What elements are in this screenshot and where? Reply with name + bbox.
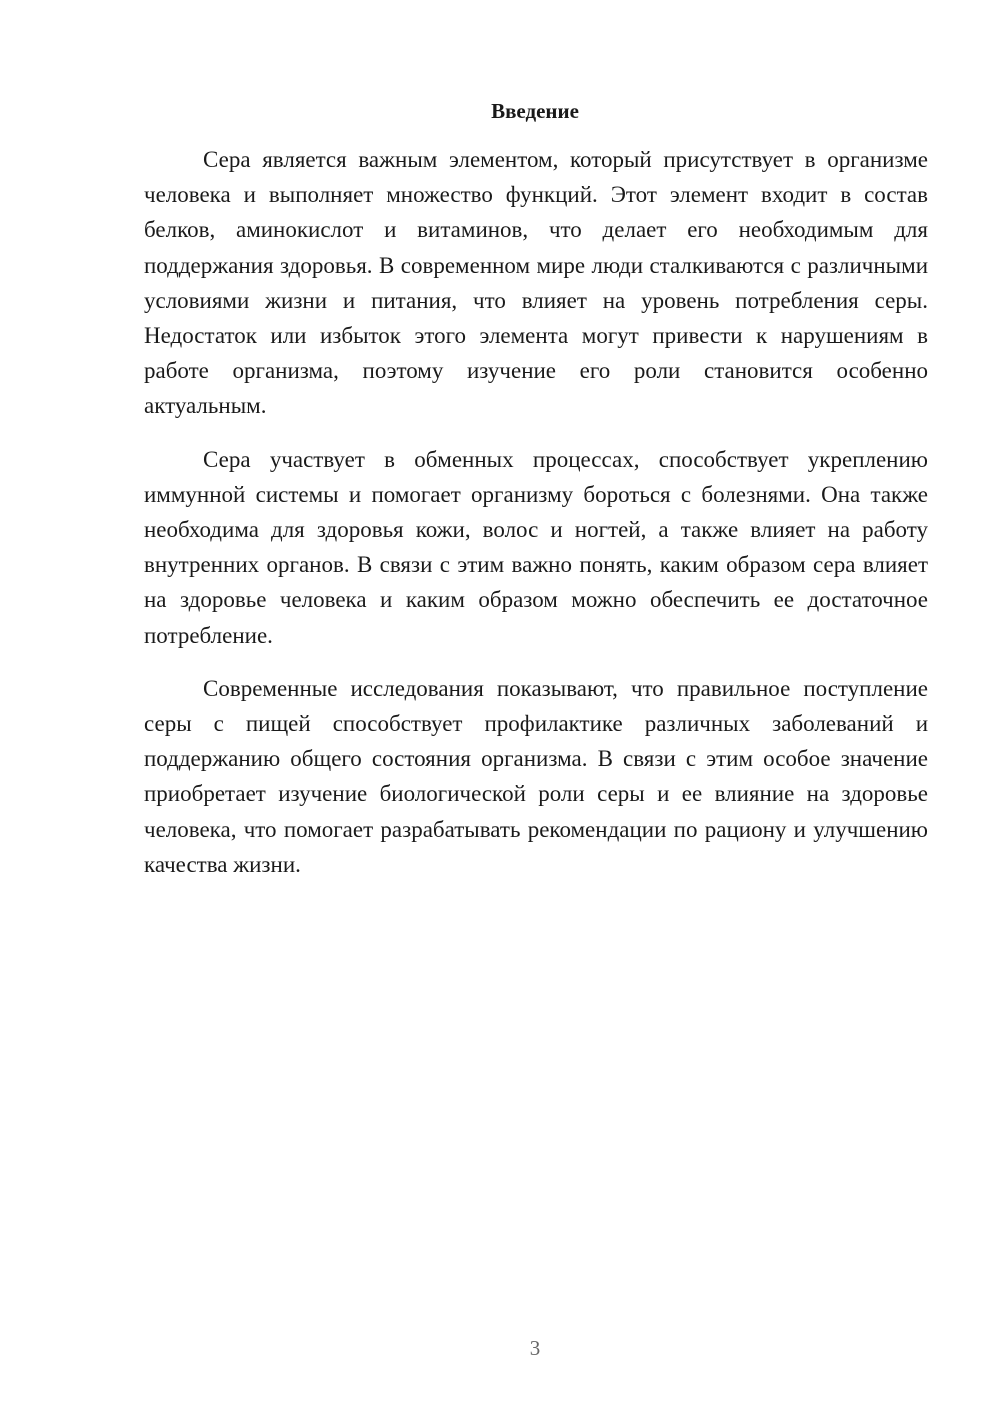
page-number: 3 <box>529 1336 541 1360</box>
paragraph-3: Современные исследования показывают, что правильное поступление серы с пищей способствует профилактике различных заболеваний и поддержанию общего состояния организма. В связи с этим особое значение приобретает изучение биологической роли серы и ее влияние на здоровье человека, что помогает разрабатывать рекомендации по рациону и улучшению качества жизни. <box>144 675 928 877</box>
paragraph-1: Сера является важным элементом, который присутствует в организме человека и выполняет множество функций. Этот элемент входит в состав белков, аминокислот и витаминов, что делает его необходимым для поддержания здоровья. В современном мире люди сталкиваются с различными условиями жизни и питания, что влияет на уровень потребления серы. Недостаток или избыток этого элемента могут привести к нарушениям в работе организма, поэтому изучение его роли становится особенно актуальным. <box>144 147 928 419</box>
body-text <box>144 142 928 900</box>
paragraph-2: Сера участвует в обменных процессах, способствует укреплению иммунной системы и помогает организму бороться с болезнями. Она также необходима для здоровья кожи, волос и ногтей, а также влияет на работу внутренних органов. В связи с этим важно понять, каким образом сера влияет на здоровье человека и каким образом можно обеспечить ее достаточное потребление. <box>144 446 928 648</box>
page-title: Введение <box>491 99 579 123</box>
